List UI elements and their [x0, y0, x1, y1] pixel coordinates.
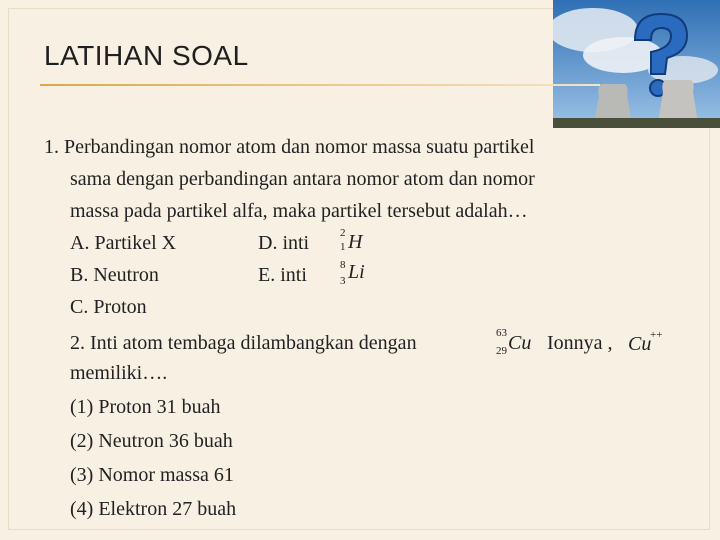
copper-nuclide: 63 29 Cu: [496, 327, 532, 357]
q1-line-1: 1. Perbandingan nomor atom dan nomor massa suatu partikel: [44, 136, 535, 158]
title-divider: [40, 84, 600, 86]
q1-option-b: B. Neutron: [70, 264, 159, 286]
hydrogen-nuclide: 2 1 H: [340, 227, 363, 253]
cooling-tower-question-image: [553, 0, 720, 128]
q2-item-4: (4) Elektron 27 buah: [70, 498, 237, 520]
q1-option-a: A. Partikel X: [70, 232, 177, 254]
slide-title: LATIHAN SOAL: [44, 40, 249, 71]
q2-item-2: (2) Neutron 36 buah: [70, 430, 233, 452]
q1-line-3: massa pada partikel alfa, maka partikel tersebut adalah…: [70, 200, 528, 222]
lithium-nuclide: 8 3 Li: [340, 259, 365, 287]
q2-item-3: (3) Nomor massa 61: [70, 464, 234, 486]
q1-option-d: D. inti: [258, 232, 310, 254]
q1-option-c: C. Proton: [70, 296, 147, 318]
q1-option-e: E. inti: [258, 264, 307, 286]
q2-line-1: 2. Inti atom tembaga dilambangkan dengan: [70, 332, 417, 354]
ion-label: Ionnya ,: [547, 332, 613, 354]
copper-ion: Cu ++: [628, 329, 663, 355]
q1-line-2: sama dengan perbandingan antara nomor atom dan nomor: [70, 168, 535, 190]
q2-line-2: memiliki….: [70, 362, 168, 384]
question-mark-icon: [553, 0, 720, 128]
q2-item-1: (1) Proton 31 buah: [70, 396, 221, 418]
